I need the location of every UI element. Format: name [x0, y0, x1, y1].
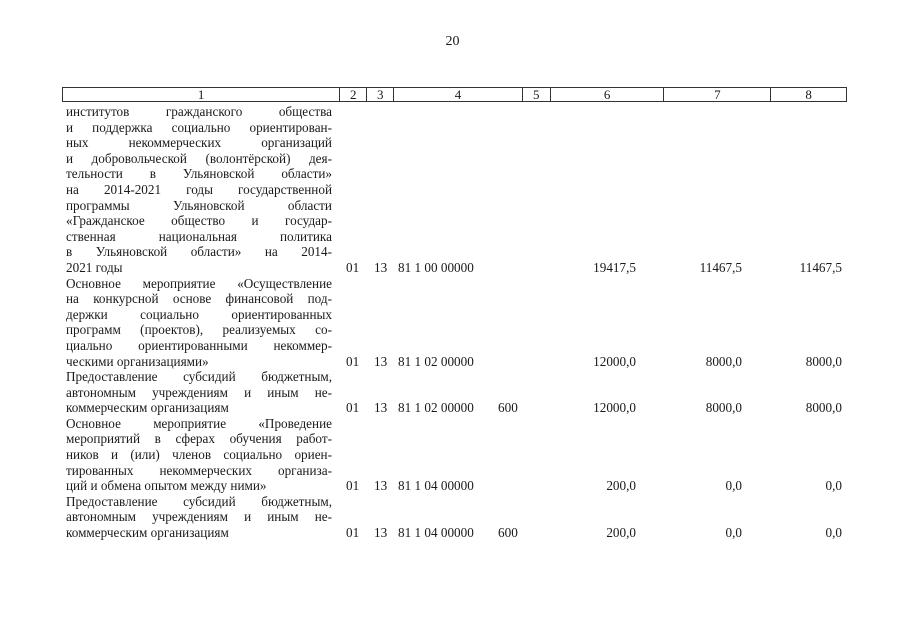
row-name-line: и добровольческой (волонтёрской) дея- — [66, 150, 332, 166]
row-name — [66, 494, 332, 541]
row-name-line: и поддержка социально ориентирован- — [66, 119, 332, 135]
cell-amount-2: 11467,5 — [699, 259, 742, 275]
cell-amount-3: 0,0 — [825, 525, 842, 541]
row-name-line: ций и обмена опытом между ними» — [66, 478, 267, 494]
column-header-1: 1 — [63, 88, 340, 101]
cell-csr: 81 1 04 00000 — [398, 525, 474, 541]
cell-amount-1: 12000,0 — [593, 353, 636, 369]
row-name-line: ников и (или) членов социально ориен- — [66, 447, 332, 463]
cell-amount-1: 200,0 — [606, 478, 636, 494]
row-name-line: циально ориентированными некоммер- — [66, 337, 332, 353]
cell-pr: 13 — [374, 525, 388, 541]
cell-amount-3: 8000,0 — [805, 353, 842, 369]
row-name-line: программ (проектов), реализуемых со- — [66, 322, 332, 338]
row-name-line: Основное мероприятие «Проведение — [66, 415, 332, 431]
cell-rz: 01 — [346, 353, 360, 369]
cell-csr: 81 1 02 00000 — [398, 353, 474, 369]
row-name-line: держки социально ориентированных — [66, 306, 332, 322]
cell-pr: 13 — [374, 353, 388, 369]
row-name-line: 2021 годы — [66, 259, 123, 275]
row-name-line: мероприятий в сферах обучения работ- — [66, 431, 332, 447]
column-header-4: 4 — [394, 88, 523, 101]
column-header-3: 3 — [367, 88, 394, 101]
table-row — [66, 369, 846, 416]
cell-amount-2: 8000,0 — [705, 353, 742, 369]
table-header — [62, 87, 847, 102]
row-name-line: на 2014-2021 годы государственной — [66, 181, 332, 197]
cell-csr: 81 1 00 00000 — [398, 259, 474, 275]
row-name-line: институтов гражданского общества — [66, 104, 332, 119]
row-name-line: автономным учреждениям и иным не- — [66, 384, 332, 400]
row-name-line: «Гражданское общество и государ- — [66, 213, 332, 229]
cell-amount-1: 12000,0 — [593, 400, 636, 416]
cell-amount-3: 8000,0 — [805, 400, 842, 416]
row-name — [66, 104, 332, 276]
cell-amount-2: 8000,0 — [705, 400, 742, 416]
table-row — [66, 416, 846, 494]
row-name-line: программы Ульяновской области — [66, 197, 332, 213]
row-name-line: в Ульяновской области» на 2014- — [66, 244, 332, 260]
cell-csr: 81 1 02 00000 — [398, 400, 474, 416]
column-header-7: 7 — [664, 88, 771, 101]
column-header-6: 6 — [551, 88, 665, 101]
row-name-line: Предоставление субсидий бюджетным, — [66, 493, 332, 509]
column-header-5: 5 — [523, 88, 551, 101]
column-header-8: 8 — [805, 87, 812, 102]
column-header-2: 2 — [340, 88, 367, 101]
row-name-line: Основное мероприятие «Осуществление — [66, 275, 332, 291]
row-name — [66, 276, 332, 370]
row-name — [66, 369, 332, 416]
row-name-line: ческими организациями» — [66, 353, 209, 369]
cell-rz: 01 — [346, 525, 360, 541]
cell-csr: 81 1 04 00000 — [398, 478, 474, 494]
cell-pr: 13 — [374, 478, 388, 494]
cell-vr: 600 — [498, 525, 518, 541]
cell-amount-1: 200,0 — [606, 525, 636, 541]
cell-vr: 600 — [498, 400, 518, 416]
cell-amount-2: 0,0 — [725, 525, 742, 541]
table-row — [66, 104, 846, 276]
table-row — [66, 276, 846, 370]
row-name — [66, 416, 332, 494]
row-name-line: тельности в Ульяновской области» — [66, 166, 332, 182]
cell-amount-2: 0,0 — [725, 478, 742, 494]
page-number: 20 — [445, 34, 460, 49]
cell-rz: 01 — [346, 400, 360, 416]
table-body — [66, 104, 846, 541]
cell-amount-3: 0,0 — [825, 478, 842, 494]
cell-rz: 01 — [346, 259, 360, 275]
cell-amount-3: 11467,5 — [799, 259, 842, 275]
row-name-line: коммерческим организациям — [66, 400, 229, 416]
row-name-line: ственная национальная политика — [66, 228, 332, 244]
table-row — [66, 494, 846, 541]
row-name-line: тированных некоммерческих организа- — [66, 462, 332, 478]
row-name-line: ных некоммерческих организаций — [66, 135, 332, 151]
row-name-line: Предоставление субсидий бюджетным, — [66, 369, 332, 385]
row-name-line: коммерческим организациям — [66, 525, 229, 541]
cell-rz: 01 — [346, 478, 360, 494]
row-name-line: на конкурсной основе финансовой под- — [66, 291, 332, 307]
cell-amount-1: 19417,5 — [593, 259, 636, 275]
row-name-line: автономным учреждениям и иным не- — [66, 509, 332, 525]
cell-pr: 13 — [374, 259, 388, 275]
cell-pr: 13 — [374, 400, 388, 416]
